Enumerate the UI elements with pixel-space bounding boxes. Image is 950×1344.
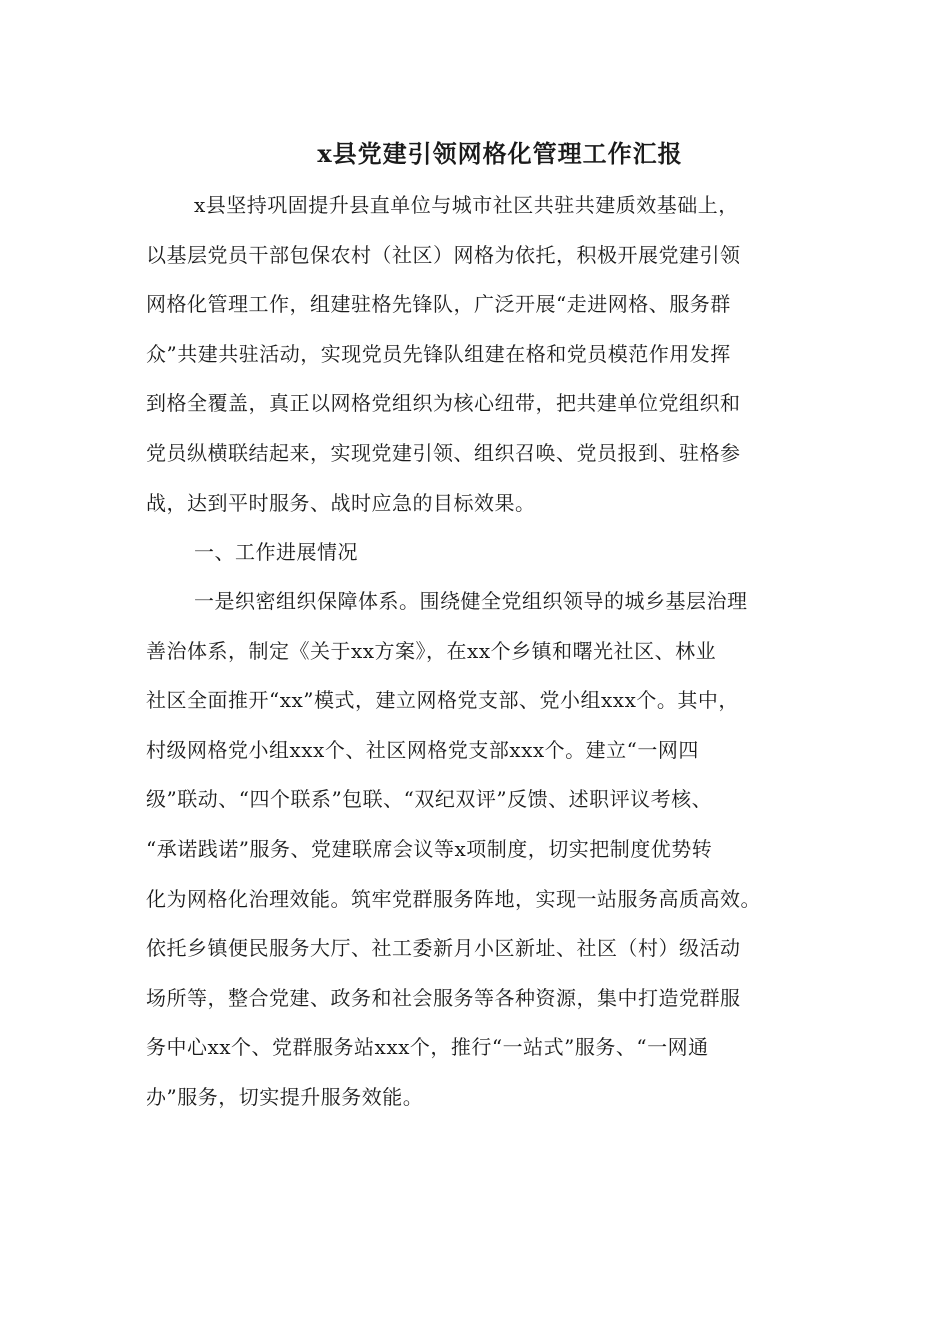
intro-line: 网格化管理工作，组建驻格先锋队，广泛开展“走进网格、服务群 [146, 292, 731, 317]
body-line: 办”服务，切实提升服务效能。 [146, 1084, 424, 1109]
body-line: 场所等，整合党建、政务和社会服务等各种资源，集中打造党群服 [146, 985, 741, 1010]
body-line: 社区全面推开“xx”模式，建立网格党支部、党小组xxx个。其中， [146, 688, 739, 713]
body-paragraph [146, 577, 806, 1123]
section-heading [146, 528, 806, 578]
intro-line: 以基层党员干部包保农村（社区）网格为依托，积极开展党建引领 [146, 242, 741, 267]
body-line: 化为网格化治理效能。筑牢党群服务阵地，实现一站服务高质高效。 [146, 886, 761, 911]
body-line: 善治体系，制定《关于xx方案》，在xx个乡镇和曙光社区、林业 [146, 638, 717, 663]
intro-line: 到格全覆盖，真正以网格党组织为核心纽带，把共建单位党组织和 [146, 391, 741, 416]
body-line: 村级网格党小组xxx个、社区网格党支部xxx个。建立“一网四 [146, 737, 699, 762]
body-line: 务中心xx个、党群服务站xxx个，推行“一站式”服务、“一网通 [146, 1035, 709, 1060]
intro-line: 众”共建共驻活动，实现党员先锋队组建在格和党员模范作用发挥 [146, 341, 731, 366]
body-line: 级”联动、“四个联系”包联、“双纪双评”反馈、述职评议考核、 [146, 787, 713, 812]
intro-line: 党员纵横联结起来，实现党建引领、组织召唤、党员报到、驻格参 [146, 440, 741, 465]
intro-line: 战，达到平时服务、战时应急的目标效果。 [146, 490, 536, 515]
section-heading-text: 一、工作进展情况 [194, 540, 358, 564]
body-line: “承诺践诺”服务、党建联席会议等x项制度，切实把制度优势转 [146, 836, 713, 861]
document-title: x县党建引领网格化管理工作汇报 [317, 139, 683, 168]
body-line: 一是织密组织保障体系。围绕健全党组织领导的城乡基层治理 [194, 589, 748, 613]
intro-paragraph [146, 181, 806, 528]
intro-line: x县坚持巩固提升县直单位与城市社区共驻共建质效基础上， [194, 193, 739, 217]
body-line: 依托乡镇便民服务大厅、社工委新月小区新址、社区（村）级活动 [146, 936, 741, 961]
